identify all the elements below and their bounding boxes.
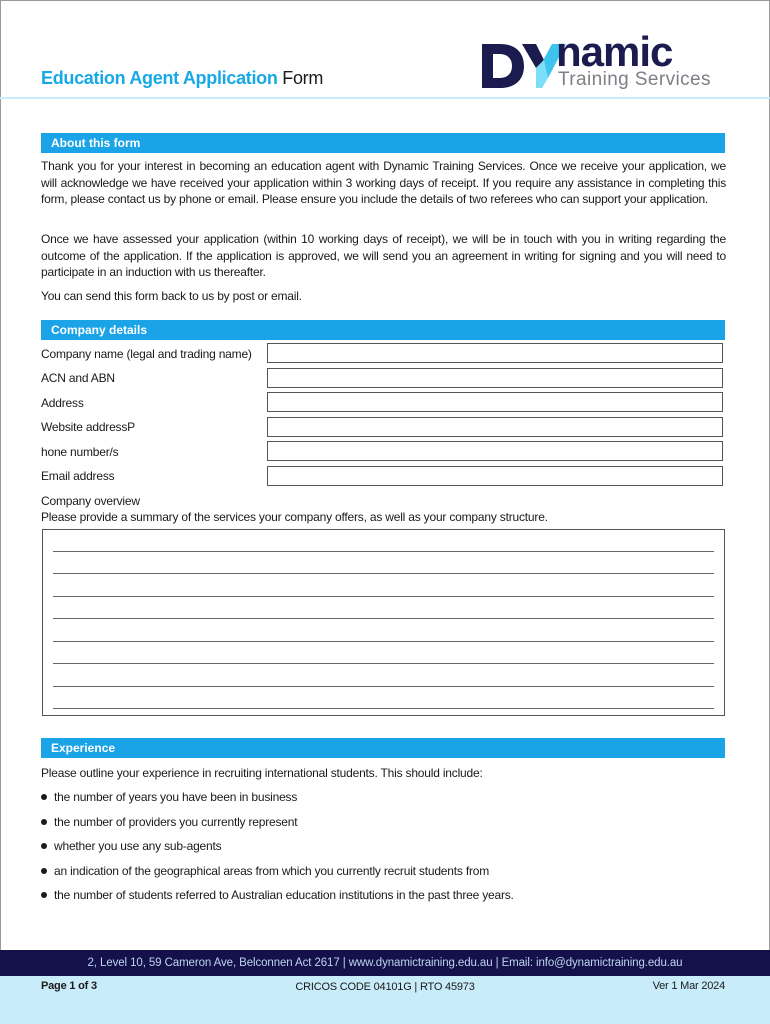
footer-info-bar: [0, 976, 770, 1024]
about-paragraph-3: You can send this form back to us by post or email.: [41, 289, 302, 303]
writing-line: [53, 596, 714, 597]
bullet-icon: [41, 819, 47, 825]
list-item: [41, 888, 514, 902]
bullet-icon: [41, 892, 47, 898]
address-label: Address: [41, 396, 84, 410]
writing-line: [53, 551, 714, 552]
writing-line: [53, 663, 714, 664]
company-name-field[interactable]: [267, 343, 723, 363]
phone-label: hone number/s: [41, 445, 119, 459]
list-item-text: the number of years you have been in business: [54, 790, 298, 804]
version-label: Ver 1 Mar 2024: [652, 980, 725, 992]
list-item: [41, 790, 297, 804]
logo-subtitle: Training Services: [558, 69, 711, 90]
title-rest: Form: [282, 68, 324, 88]
footer-contact-bar: 2, Level 10, 59 Cameron Ave, Belconnen Act 2617 | www.dynamictraining.edu.au | Email: info@dynamictraining.edu.au: [0, 950, 770, 976]
logo-dy-mark-icon: [478, 38, 568, 94]
list-item-text: the number of students referred to Australian education institutions in the past three years.: [54, 888, 514, 902]
cricos-code: CRICOS CODE 04101G | RTO 45973: [295, 981, 475, 993]
phone-field[interactable]: [267, 441, 723, 461]
about-section-heading: About this form: [41, 133, 725, 153]
company-overview-label: Company overview: [41, 494, 140, 508]
about-paragraph-2: Once we have assessed your application (within 10 working days of receipt), we will be in touch with you in writing regarding the outcome of the application. If the application is approved, we will send you an agreement in writing for signing and you will need to participate in an induction with us thereafter.: [41, 232, 726, 279]
writing-line: [53, 708, 714, 709]
experience-section-heading: Experience: [41, 738, 725, 758]
page-title: [41, 68, 323, 89]
writing-line: [53, 686, 714, 687]
list-item: [41, 815, 297, 829]
bullet-icon: [41, 843, 47, 849]
email-field[interactable]: [267, 466, 723, 486]
about-paragraph-1: Thank you for your interest in becoming an education agent with Dynamic Training Services. Once we receive your application, we will acknowledge we have received your application within 3 working days of receipt. If you require any assistance in completing this form, please contact us by phone or email. Please ensure you include the details of two referees who can support your application.: [41, 159, 726, 206]
list-item: [41, 839, 221, 853]
header-divider: [0, 97, 770, 99]
page-number: Page 1 of 3: [41, 980, 97, 992]
company-overview-instruction: Please provide a summary of the services your company offers, as well as your company structure.: [41, 510, 548, 524]
acn-abn-label: ACN and ABN: [41, 371, 115, 385]
list-item-text: whether you use any sub-agents: [54, 839, 222, 853]
bullet-icon: [41, 794, 47, 800]
list-item-text: an indication of the geographical areas from which you currently recruit students from: [54, 864, 490, 878]
writing-line: [53, 573, 714, 574]
list-item: [41, 864, 489, 878]
address-field[interactable]: [267, 392, 723, 412]
company-section-heading: Company details: [41, 320, 725, 340]
list-item-text: the number of providers you currently represent: [54, 815, 298, 829]
title-highlight: Education Agent Application: [41, 68, 278, 88]
logo-word: namic: [556, 28, 673, 75]
website-field[interactable]: [267, 417, 723, 437]
experience-intro: Please outline your experience in recruiting international students. This should include:: [41, 766, 483, 780]
email-label: Email address: [41, 469, 115, 483]
acn-abn-field[interactable]: [267, 368, 723, 388]
company-logo: [478, 28, 728, 94]
company-overview-textarea[interactable]: [42, 529, 725, 716]
writing-line: [53, 618, 714, 619]
bullet-icon: [41, 868, 47, 874]
company-name-label: Company name (legal and trading name): [41, 347, 252, 361]
website-label: Website addressP: [41, 420, 135, 434]
writing-line: [53, 641, 714, 642]
